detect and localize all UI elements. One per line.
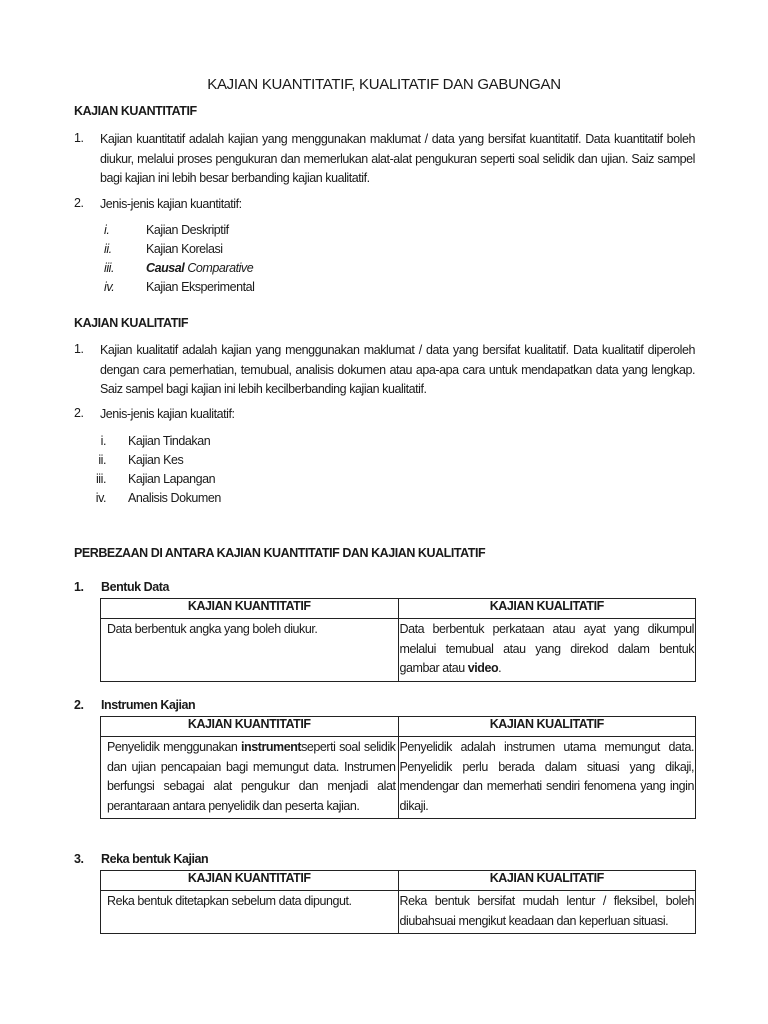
table-cell: [101, 619, 399, 682]
subsection-number: 2.: [74, 698, 84, 712]
table-cell: [101, 891, 399, 934]
list-numeral: ii.: [104, 242, 112, 256]
list-item: [86, 432, 221, 451]
subsection-instrumen-kajian: [74, 698, 196, 712]
section-heading-quantitative: KAJIAN KUANTITATIF: [74, 104, 197, 118]
list-numeral: iii.: [95, 472, 106, 486]
list-item: [86, 451, 221, 470]
list-numeral: iv.: [104, 280, 115, 294]
cell-text: seperti soal selidik dan ujian pencapaian bagi memungut data. Instrumen berfungsi sebagai alat pengukur dan menjadi alat perantaraan antara penyelidik dan peserta kajian.: [107, 740, 396, 813]
table-cell: [398, 891, 696, 934]
subsection-title: Instrumen Kajian: [101, 698, 196, 712]
quant-paragraph-2: Jenis-jenis kajian kuantitatif:: [100, 197, 242, 211]
page-title: KAJIAN KUANTITATIF, KUALITATIF DAN GABUNGAN: [207, 76, 561, 93]
list-text: Kajian Lapangan: [128, 472, 216, 486]
column-header: KAJIAN KUANTITATIF: [101, 717, 399, 737]
list-number: 1.: [74, 342, 84, 356]
list-item: [86, 470, 221, 489]
cell-text: Data berbentuk perkataan atau ayat yang dikumpul melalui temubual atau yang direkod dalam bentuk gambar atau: [399, 622, 694, 675]
list-item: [104, 240, 254, 259]
list-numeral: iv.: [95, 491, 106, 505]
list-text: Kajian Eksperimental: [146, 280, 255, 294]
section-heading-qualitative: KAJIAN KUALITATIF: [74, 316, 189, 330]
list-text-italic: Comparative: [184, 261, 254, 275]
column-header: KAJIAN KUALITATIF: [398, 599, 696, 619]
cell-text: Data berbentuk angka yang boleh diukur.: [107, 622, 318, 636]
subsection-title: Reka bentuk Kajian: [101, 852, 209, 866]
comparison-table-instrumen-kajian: [100, 716, 696, 819]
cell-text: Reka bentuk ditetapkan sebelum data dipungut.: [107, 894, 352, 908]
list-numeral: iii.: [104, 261, 115, 275]
list-item: [104, 278, 254, 297]
list-text-bold: Causal: [146, 261, 185, 275]
table-cell: [398, 619, 696, 682]
cell-text-bold: instrument: [241, 740, 302, 754]
column-header: KAJIAN KUALITATIF: [398, 717, 696, 737]
quant-types-list: [104, 221, 254, 297]
comparison-table-reka-bentuk: [100, 870, 696, 934]
list-numeral: i.: [104, 223, 110, 237]
subsection-number: 3.: [74, 852, 84, 866]
cell-text: Penyelidik adalah instrumen utama memungut data. Penyelidik perlu berada dalam situasi yang dikaji, mendengar dan memerhati sendiri fenomena yang ingin dikaji.: [399, 740, 694, 813]
table-cell: [398, 737, 696, 819]
list-number: 2.: [74, 196, 84, 210]
qual-paragraph-1: Kajian kualitatif adalah kajian yang menggunakan maklumat / data yang bersifat kualitatif. Data kualitatif diperoleh dengan cara pemerhatian, temubual, analisis dokumen atau apa-apa cara untuk mendapatkan data yang lengkap. Saiz sampel bagi kajian ini lebih kecilberbanding kajian kualitatif.: [100, 343, 695, 396]
subsection-reka-bentuk-kajian: [74, 852, 209, 866]
column-header: KAJIAN KUANTITATIF: [101, 871, 399, 891]
list-text: Kajian Korelasi: [146, 242, 223, 256]
list-number: 1.: [74, 131, 84, 145]
table-cell: [101, 737, 399, 819]
list-numeral: i.: [100, 434, 106, 448]
subsection-number: 1.: [74, 580, 84, 594]
column-header: KAJIAN KUANTITATIF: [101, 599, 399, 619]
list-text: Kajian Tindakan: [128, 434, 211, 448]
column-header: KAJIAN KUALITATIF: [398, 871, 696, 891]
list-item: [104, 259, 254, 278]
list-number: 2.: [74, 406, 84, 420]
section-heading-differences: PERBEZAAN DI ANTARA KAJIAN KUANTITATIF DAN KAJIAN KUALITATIF: [74, 546, 486, 560]
qual-types-list: [86, 432, 221, 508]
qual-paragraph-2: Jenis-jenis kajian kualitatif:: [100, 407, 235, 421]
list-item: [104, 221, 254, 240]
list-text: Kajian Kes: [128, 453, 184, 467]
cell-text: Penyelidik menggunakan: [107, 740, 242, 754]
list-text: Kajian Deskriptif: [146, 223, 229, 237]
comparison-table-bentuk-data: [100, 598, 696, 682]
subsection-title: Bentuk Data: [101, 580, 169, 594]
list-item: [86, 489, 221, 508]
cell-text-bold: video: [467, 661, 499, 675]
quant-paragraph-1: Kajian kuantitatif adalah kajian yang menggunakan maklumat / data yang bersifat kuantitatif. Data kuantitatif boleh diukur, melalui proses pengukuran dan memerlukan alat-alat pengukuran seperti soal selidik dan ujian. Saiz sampel bagi kajian ini lebih besar berbanding kajian kualitatif.: [100, 132, 695, 185]
cell-text: Reka bentuk bersifat mudah lentur / fleksibel, boleh diubahsuai mengikut keadaan dan keperluan situasi.: [399, 894, 694, 928]
list-text: Analisis Dokumen: [128, 491, 221, 505]
cell-text: .: [498, 661, 502, 675]
list-numeral: ii.: [98, 453, 106, 467]
subsection-bentuk-data: [74, 580, 169, 594]
